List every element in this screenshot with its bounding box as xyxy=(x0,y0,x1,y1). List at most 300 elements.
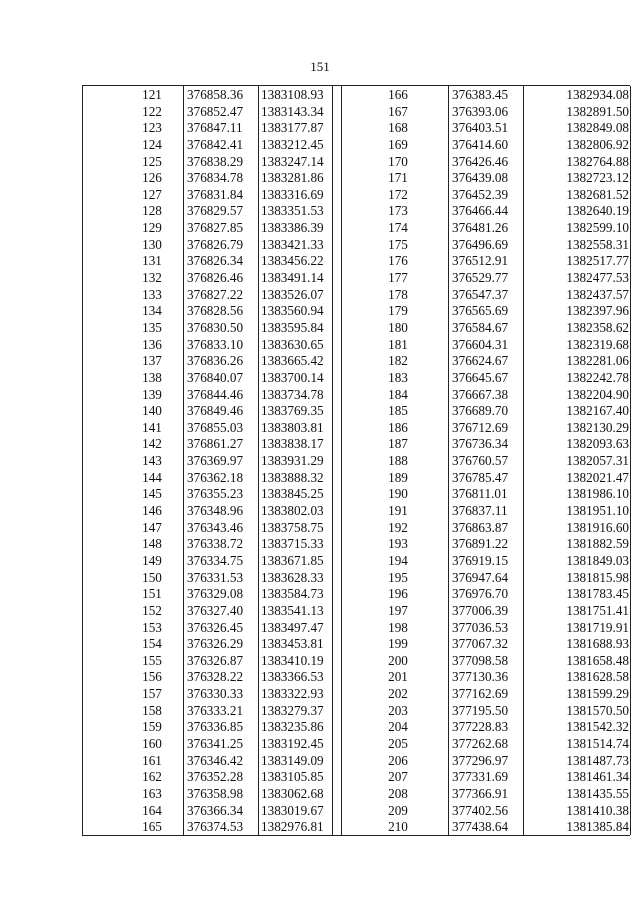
table-row xyxy=(83,403,341,420)
point-number: 203 xyxy=(388,702,408,718)
y-coordinate: 1383177.87 xyxy=(261,120,324,136)
point-number: 190 xyxy=(388,486,408,502)
point-number: 170 xyxy=(388,153,408,169)
x-coordinate: 376826.79 xyxy=(187,236,244,252)
y-coordinate: 1382057.31 xyxy=(566,453,629,469)
y-coordinate: 1382764.88 xyxy=(566,153,629,169)
x-coordinate: 376374.53 xyxy=(187,819,244,835)
table-row xyxy=(341,536,631,553)
right-coordinate-block xyxy=(341,86,631,835)
x-coordinate: 376343.46 xyxy=(187,519,244,535)
y-coordinate: 1382319.68 xyxy=(566,336,629,352)
y-coordinate: 1383281.86 xyxy=(261,170,324,186)
y-coordinate: 1383279.37 xyxy=(261,702,324,718)
table-row xyxy=(341,703,631,720)
point-number: 145 xyxy=(142,486,162,502)
x-coordinate: 376604.31 xyxy=(452,336,509,352)
table-row xyxy=(341,520,631,537)
y-coordinate: 1383366.53 xyxy=(261,669,324,685)
y-coordinate: 1383235.86 xyxy=(261,719,324,735)
table-row xyxy=(83,636,341,653)
y-coordinate: 1383491.14 xyxy=(261,270,324,286)
point-number: 171 xyxy=(388,170,408,186)
point-number: 165 xyxy=(142,819,162,835)
page-number: 151 xyxy=(310,59,330,74)
x-coordinate: 376667.38 xyxy=(452,386,509,402)
point-number: 207 xyxy=(388,769,408,785)
x-coordinate: 377195.50 xyxy=(452,702,509,718)
y-coordinate: 1383584.73 xyxy=(261,586,324,602)
x-coordinate: 376827.85 xyxy=(187,220,244,236)
table-row xyxy=(83,603,341,620)
x-coordinate: 376329.08 xyxy=(187,586,244,602)
y-coordinate: 1383062.68 xyxy=(261,785,324,801)
x-coordinate: 376842.41 xyxy=(187,136,244,152)
left-coordinate-block xyxy=(83,86,341,835)
point-number: 178 xyxy=(388,286,408,302)
x-coordinate: 376689.70 xyxy=(452,403,509,419)
y-coordinate: 1382517.77 xyxy=(566,253,629,269)
table-row xyxy=(83,669,341,686)
table-row xyxy=(83,686,341,703)
x-coordinate: 376785.47 xyxy=(452,469,509,485)
point-number: 186 xyxy=(388,419,408,435)
x-coordinate: 377402.56 xyxy=(452,802,509,818)
y-coordinate: 1383456.22 xyxy=(261,253,324,269)
point-number: 141 xyxy=(142,419,162,435)
x-coordinate: 377130.36 xyxy=(452,669,509,685)
point-number: 197 xyxy=(388,602,408,618)
table-row xyxy=(341,237,631,254)
y-coordinate: 1381487.73 xyxy=(566,752,629,768)
y-coordinate: 1383560.94 xyxy=(261,303,324,319)
x-coordinate: 376863.87 xyxy=(452,519,509,535)
table-row xyxy=(341,553,631,570)
y-coordinate: 1381986.10 xyxy=(566,486,629,502)
y-coordinate: 1382891.50 xyxy=(566,103,629,119)
x-coordinate: 376826.46 xyxy=(187,270,244,286)
point-number: 157 xyxy=(142,686,162,702)
y-coordinate: 1382599.10 xyxy=(566,220,629,236)
point-number: 127 xyxy=(142,186,162,202)
y-coordinate: 1381849.03 xyxy=(566,552,629,568)
x-coordinate: 376338.72 xyxy=(187,536,244,552)
y-coordinate: 1382021.47 xyxy=(566,469,629,485)
x-coordinate: 376861.27 xyxy=(187,436,244,452)
x-coordinate: 376355.23 xyxy=(187,486,244,502)
point-number: 180 xyxy=(388,319,408,335)
table-row xyxy=(341,220,631,237)
y-coordinate: 1383149.09 xyxy=(261,752,324,768)
y-coordinate: 1381719.91 xyxy=(566,619,629,635)
x-coordinate: 376849.46 xyxy=(187,403,244,419)
x-coordinate: 376333.21 xyxy=(187,702,244,718)
y-coordinate: 1383143.34 xyxy=(261,103,324,119)
point-number: 185 xyxy=(388,403,408,419)
point-number: 151 xyxy=(142,586,162,602)
table-row xyxy=(83,470,341,487)
y-coordinate: 1381570.50 xyxy=(566,702,629,718)
y-coordinate: 1383316.69 xyxy=(261,186,324,202)
x-coordinate: 377162.69 xyxy=(452,686,509,702)
point-number: 129 xyxy=(142,220,162,236)
point-number: 191 xyxy=(388,503,408,519)
table-row xyxy=(83,270,341,287)
point-number: 205 xyxy=(388,735,408,751)
point-number: 124 xyxy=(142,136,162,152)
point-number: 156 xyxy=(142,669,162,685)
point-number: 176 xyxy=(388,253,408,269)
x-coordinate: 377331.69 xyxy=(452,769,509,785)
table-row xyxy=(83,220,341,237)
x-coordinate: 376947.64 xyxy=(452,569,509,585)
point-number: 198 xyxy=(388,619,408,635)
x-coordinate: 376414.60 xyxy=(452,136,509,152)
table-row xyxy=(83,736,341,753)
point-number: 177 xyxy=(388,270,408,286)
point-number: 133 xyxy=(142,286,162,302)
table-row xyxy=(341,387,631,404)
x-coordinate: 376336.85 xyxy=(187,719,244,735)
table-row xyxy=(341,819,631,836)
y-coordinate: 1383410.19 xyxy=(261,652,324,668)
point-number: 194 xyxy=(388,552,408,568)
table-row xyxy=(341,603,631,620)
y-coordinate: 1383421.33 xyxy=(261,236,324,252)
table-row xyxy=(83,786,341,803)
table-row xyxy=(83,353,341,370)
table-row xyxy=(83,719,341,736)
point-number: 169 xyxy=(388,136,408,152)
table-row xyxy=(341,736,631,753)
y-coordinate: 1383845.25 xyxy=(261,486,324,502)
y-coordinate: 1382093.63 xyxy=(566,436,629,452)
y-coordinate: 1382976.81 xyxy=(261,819,324,835)
table-row xyxy=(341,320,631,337)
table-row xyxy=(83,453,341,470)
x-coordinate: 376529.77 xyxy=(452,270,509,286)
y-coordinate: 1381815.98 xyxy=(566,569,629,585)
table-row xyxy=(83,104,341,121)
table-row xyxy=(341,287,631,304)
table-row xyxy=(341,270,631,287)
x-coordinate: 377438.64 xyxy=(452,819,509,835)
x-coordinate: 376326.87 xyxy=(187,652,244,668)
point-number: 150 xyxy=(142,569,162,585)
table-row xyxy=(83,187,341,204)
x-coordinate: 377098.58 xyxy=(452,652,509,668)
x-coordinate: 376837.11 xyxy=(452,503,508,519)
x-coordinate: 376852.47 xyxy=(187,103,244,119)
table-row xyxy=(83,753,341,770)
x-coordinate: 376327.40 xyxy=(187,602,244,618)
y-coordinate: 1381385.84 xyxy=(566,819,629,835)
x-coordinate: 376369.97 xyxy=(187,453,244,469)
point-number: 172 xyxy=(388,186,408,202)
point-number: 173 xyxy=(388,203,408,219)
y-coordinate: 1383541.13 xyxy=(261,602,324,618)
point-number: 209 xyxy=(388,802,408,818)
point-number: 174 xyxy=(388,220,408,236)
y-coordinate: 1381882.59 xyxy=(566,536,629,552)
x-coordinate: 376831.84 xyxy=(187,186,244,202)
y-coordinate: 1383105.85 xyxy=(261,769,324,785)
y-coordinate: 1382723.12 xyxy=(566,170,629,186)
x-coordinate: 377036.53 xyxy=(452,619,509,635)
table-row xyxy=(83,653,341,670)
point-number: 121 xyxy=(142,87,162,102)
point-number: 154 xyxy=(142,636,162,652)
point-number: 193 xyxy=(388,536,408,552)
point-number: 167 xyxy=(388,103,408,119)
point-number: 158 xyxy=(142,702,162,718)
y-coordinate: 1381783.45 xyxy=(566,586,629,602)
table-row xyxy=(83,137,341,154)
x-coordinate: 376836.26 xyxy=(187,353,244,369)
table-row xyxy=(83,703,341,720)
point-number: 200 xyxy=(388,652,408,668)
x-coordinate: 376393.06 xyxy=(452,103,509,119)
point-number: 130 xyxy=(142,236,162,252)
y-coordinate: 1383802.03 xyxy=(261,503,324,519)
x-coordinate: 376439.08 xyxy=(452,170,509,186)
y-coordinate: 1383247.14 xyxy=(261,153,324,169)
y-coordinate: 1381628.58 xyxy=(566,669,629,685)
x-coordinate: 376645.67 xyxy=(452,369,509,385)
table-row xyxy=(83,570,341,587)
y-coordinate: 1382477.53 xyxy=(566,270,629,286)
point-number: 146 xyxy=(142,503,162,519)
x-coordinate: 376547.37 xyxy=(452,286,509,302)
table-row xyxy=(83,337,341,354)
point-number: 196 xyxy=(388,586,408,602)
y-coordinate: 1382806.92 xyxy=(566,136,629,152)
y-coordinate: 1381542.32 xyxy=(566,719,629,735)
table-row xyxy=(341,753,631,770)
point-number: 159 xyxy=(142,719,162,735)
table-row xyxy=(83,819,341,836)
x-coordinate: 376855.03 xyxy=(187,419,244,435)
y-coordinate: 1383212.45 xyxy=(261,136,324,152)
x-coordinate: 376426.46 xyxy=(452,153,509,169)
y-coordinate: 1383628.33 xyxy=(261,569,324,585)
x-coordinate: 377006.39 xyxy=(452,602,509,618)
x-coordinate: 376919.15 xyxy=(452,552,509,568)
point-number: 139 xyxy=(142,386,162,402)
y-coordinate: 1382558.31 xyxy=(566,236,629,252)
table-row xyxy=(341,137,631,154)
table-row xyxy=(83,436,341,453)
point-number: 152 xyxy=(142,602,162,618)
table-row xyxy=(341,570,631,587)
point-number: 153 xyxy=(142,619,162,635)
x-coordinate: 377228.83 xyxy=(452,719,509,735)
y-coordinate: 1381951.10 xyxy=(566,503,629,519)
x-coordinate: 376565.69 xyxy=(452,303,509,319)
table-row xyxy=(341,653,631,670)
table-row xyxy=(341,104,631,121)
table-row xyxy=(341,120,631,137)
table-row xyxy=(83,536,341,553)
y-coordinate: 1382640.19 xyxy=(566,203,629,219)
y-coordinate: 1383671.85 xyxy=(261,552,324,568)
table-row xyxy=(341,669,631,686)
x-coordinate: 376829.57 xyxy=(187,203,244,219)
table-row xyxy=(341,786,631,803)
x-coordinate: 376328.22 xyxy=(187,669,244,685)
x-coordinate: 376481.26 xyxy=(452,220,509,236)
x-coordinate: 376844.46 xyxy=(187,386,244,402)
y-coordinate: 1383386.39 xyxy=(261,220,324,236)
point-number: 175 xyxy=(388,236,408,252)
x-coordinate: 377067.32 xyxy=(452,636,509,652)
x-coordinate: 376828.56 xyxy=(187,303,244,319)
point-number: 160 xyxy=(142,735,162,751)
point-number: 149 xyxy=(142,552,162,568)
x-coordinate: 376830.50 xyxy=(187,319,244,335)
y-coordinate: 1381688.93 xyxy=(566,636,629,652)
point-number: 137 xyxy=(142,353,162,369)
table-row xyxy=(83,303,341,320)
table-row xyxy=(341,769,631,786)
table-row xyxy=(341,803,631,820)
table-row xyxy=(341,719,631,736)
y-coordinate: 1382934.08 xyxy=(566,87,629,102)
x-coordinate: 376838.29 xyxy=(187,153,244,169)
x-coordinate: 376811.01 xyxy=(452,486,508,502)
x-coordinate: 376826.34 xyxy=(187,253,244,269)
table-row xyxy=(341,403,631,420)
x-coordinate: 376330.33 xyxy=(187,686,244,702)
y-coordinate: 1383769.35 xyxy=(261,403,324,419)
y-coordinate: 1383758.75 xyxy=(261,519,324,535)
point-number: 164 xyxy=(142,802,162,818)
table-row xyxy=(83,586,341,603)
y-coordinate: 1383734.78 xyxy=(261,386,324,402)
table-row xyxy=(341,503,631,520)
y-coordinate: 1382204.90 xyxy=(566,386,629,402)
point-number: 132 xyxy=(142,270,162,286)
point-number: 188 xyxy=(388,453,408,469)
y-coordinate: 1383192.45 xyxy=(261,735,324,751)
point-number: 189 xyxy=(388,469,408,485)
table-row xyxy=(341,187,631,204)
point-number: 206 xyxy=(388,752,408,768)
y-coordinate: 1382849.08 xyxy=(566,120,629,136)
point-number: 184 xyxy=(388,386,408,402)
point-number: 136 xyxy=(142,336,162,352)
table-row xyxy=(341,253,631,270)
point-number: 135 xyxy=(142,319,162,335)
table-row xyxy=(341,87,631,104)
x-coordinate: 376362.18 xyxy=(187,469,244,485)
x-coordinate: 376331.53 xyxy=(187,569,244,585)
y-coordinate: 1383497.47 xyxy=(261,619,324,635)
point-number: 162 xyxy=(142,769,162,785)
x-coordinate: 376383.45 xyxy=(452,87,509,102)
point-number: 134 xyxy=(142,303,162,319)
point-number: 187 xyxy=(388,436,408,452)
table-row xyxy=(341,586,631,603)
table-row xyxy=(83,486,341,503)
table-row xyxy=(83,553,341,570)
x-coordinate: 377366.91 xyxy=(452,785,509,801)
table-row xyxy=(83,803,341,820)
table-row xyxy=(83,320,341,337)
point-number: 199 xyxy=(388,636,408,652)
y-coordinate: 1383715.33 xyxy=(261,536,324,552)
point-number: 201 xyxy=(388,669,408,685)
y-coordinate: 1383351.53 xyxy=(261,203,324,219)
table-row xyxy=(341,436,631,453)
point-number: 208 xyxy=(388,785,408,801)
x-coordinate: 376891.22 xyxy=(452,536,509,552)
x-coordinate: 376326.29 xyxy=(187,636,244,652)
table-row xyxy=(341,353,631,370)
y-coordinate: 1381658.48 xyxy=(566,652,629,668)
point-number: 168 xyxy=(388,120,408,136)
table-row xyxy=(83,287,341,304)
x-coordinate: 376736.34 xyxy=(452,436,509,452)
y-coordinate: 1381410.38 xyxy=(566,802,629,818)
x-coordinate: 376352.28 xyxy=(187,769,244,785)
y-coordinate: 1382130.29 xyxy=(566,419,629,435)
x-coordinate: 376760.57 xyxy=(452,453,509,469)
x-coordinate: 376827.22 xyxy=(187,286,244,302)
point-number: 126 xyxy=(142,170,162,186)
y-coordinate: 1383838.17 xyxy=(261,436,324,452)
y-coordinate: 1381435.55 xyxy=(566,785,629,801)
point-number: 166 xyxy=(388,87,408,102)
table-row xyxy=(341,370,631,387)
x-coordinate: 376840.07 xyxy=(187,369,244,385)
y-coordinate: 1383019.67 xyxy=(261,802,324,818)
table-row xyxy=(83,87,341,104)
right-rows xyxy=(341,87,631,836)
y-coordinate: 1382397.96 xyxy=(566,303,629,319)
x-coordinate: 376341.25 xyxy=(187,735,244,751)
y-coordinate: 1381916.60 xyxy=(566,519,629,535)
table-row xyxy=(83,154,341,171)
point-number: 144 xyxy=(142,469,162,485)
table-row xyxy=(83,387,341,404)
table-row xyxy=(83,769,341,786)
point-number: 140 xyxy=(142,403,162,419)
table-row xyxy=(341,303,631,320)
y-coordinate: 1381599.29 xyxy=(566,686,629,702)
point-number: 163 xyxy=(142,785,162,801)
table-row xyxy=(341,486,631,503)
x-coordinate: 376496.69 xyxy=(452,236,509,252)
table-row xyxy=(83,237,341,254)
table-row xyxy=(341,453,631,470)
x-coordinate: 376833.10 xyxy=(187,336,244,352)
x-coordinate: 376858.36 xyxy=(187,87,244,102)
point-number: 142 xyxy=(142,436,162,452)
x-coordinate: 376348.96 xyxy=(187,503,244,519)
y-coordinate: 1381751.41 xyxy=(566,602,629,618)
table-row xyxy=(83,503,341,520)
point-number: 122 xyxy=(142,103,162,119)
x-coordinate: 377296.97 xyxy=(452,752,509,768)
table-row xyxy=(341,154,631,171)
point-number: 148 xyxy=(142,536,162,552)
x-coordinate: 376366.34 xyxy=(187,802,244,818)
y-coordinate: 1383595.84 xyxy=(261,319,324,335)
table-row xyxy=(341,203,631,220)
point-number: 161 xyxy=(142,752,162,768)
table-row xyxy=(83,520,341,537)
